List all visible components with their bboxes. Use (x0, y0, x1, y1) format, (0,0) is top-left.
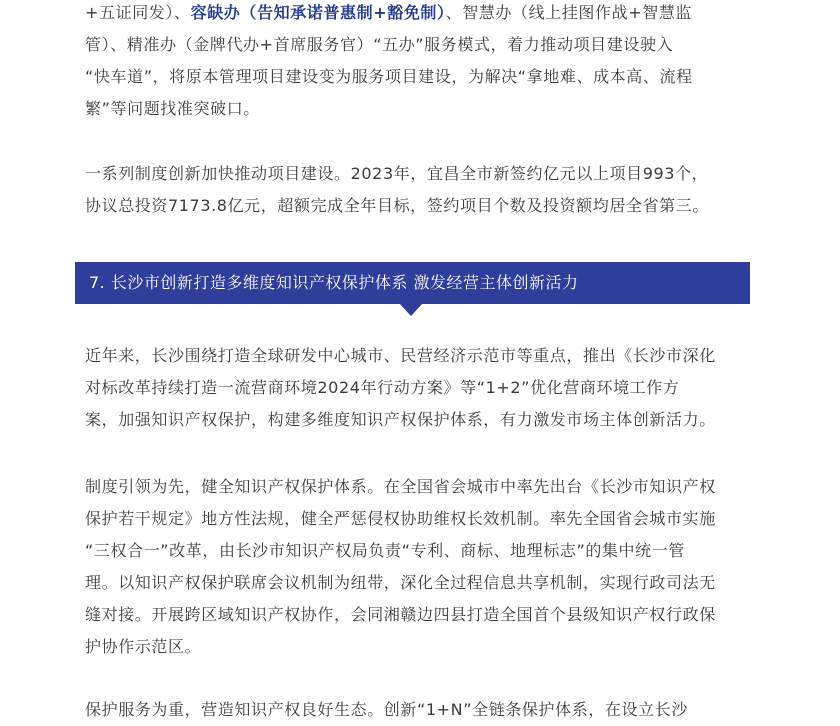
highlight-text: 容缺办（告知承诺普惠制+豁免制） (190, 3, 446, 22)
paragraph-5 (85, 694, 755, 726)
paragraph-1 (85, 0, 755, 125)
text-run: +五证同发）、 (85, 3, 191, 22)
paragraph-line: 保护服务为重，营造知识产权良好生态。创新“1+N”全链条保护体系，在设立长沙 (85, 700, 688, 719)
paragraph-line: 缝对接。开展跨区域知识产权协作，会同湘赣边四县打造全国首个县级知识产权行政保 (85, 605, 716, 624)
paragraph-line: 护协作示范区。 (85, 637, 202, 656)
paragraph-4 (85, 471, 755, 663)
section-heading-banner (75, 262, 750, 304)
paragraph-line: 管）、精准办（金牌代办+首席服务官）“五办”服务模式，着力推动项目建设驶入 (85, 35, 674, 54)
banner-pointer-icon (400, 304, 422, 316)
paragraph-line: 一系列制度创新加快推动项目建设。2023年，宜昌全市新签约亿元以上项目993个， (85, 164, 709, 183)
paragraph-2 (85, 158, 755, 222)
paragraph-line: 制度引领为先，健全知识产权保护体系。在全国省会城市中率先出台《长沙市知识产权 (85, 477, 716, 496)
paragraph-line: 理。以知识产权保护联席会议机制为纽带，深化全过程信息共享机制，实现行政司法无 (85, 573, 716, 592)
paragraph-line: “三权合一”改革，由长沙市知识产权局负责“专利、商标、地理标志”的集中统一管 (85, 541, 685, 560)
paragraph-line: “快车道”，将原本管理项目建设变为服务项目建设，为解决“拿地难、成本高、流程 (85, 67, 693, 86)
paragraph-line (85, 0, 755, 29)
paragraph-line: 对标改革持续打造一流营商环境2024年行动方案》等“1+2”优化营商环境工作方 (85, 378, 680, 397)
paragraph-line: 协议总投资7173.8亿元，超额完成全年目标，签约项目个数及投资额均居全省第三。 (85, 196, 709, 215)
paragraph-line: 案，加强知识产权保护，构建多维度知识产权保护体系，有力激发市场主体创新活力。 (85, 410, 716, 429)
paragraph-line: 近年来，长沙围绕打造全球研发中心城市、民营经济示范市等重点，推出《长沙市深化 (85, 346, 716, 365)
paragraph-line: 繁”等问题找准突破口。 (85, 99, 260, 118)
section-heading-title: 7. 长沙市创新打造多维度知识产权保护体系 激发经营主体创新活力 (89, 273, 579, 292)
text-run: 、智慧办（线上挂图作战+智慧监 (445, 3, 693, 22)
paragraph-line: 保护若干规定》地方性法规，健全严惩侵权协助维权长效机制。率先全国省会城市实施 (85, 509, 716, 528)
paragraph-3 (85, 340, 755, 436)
